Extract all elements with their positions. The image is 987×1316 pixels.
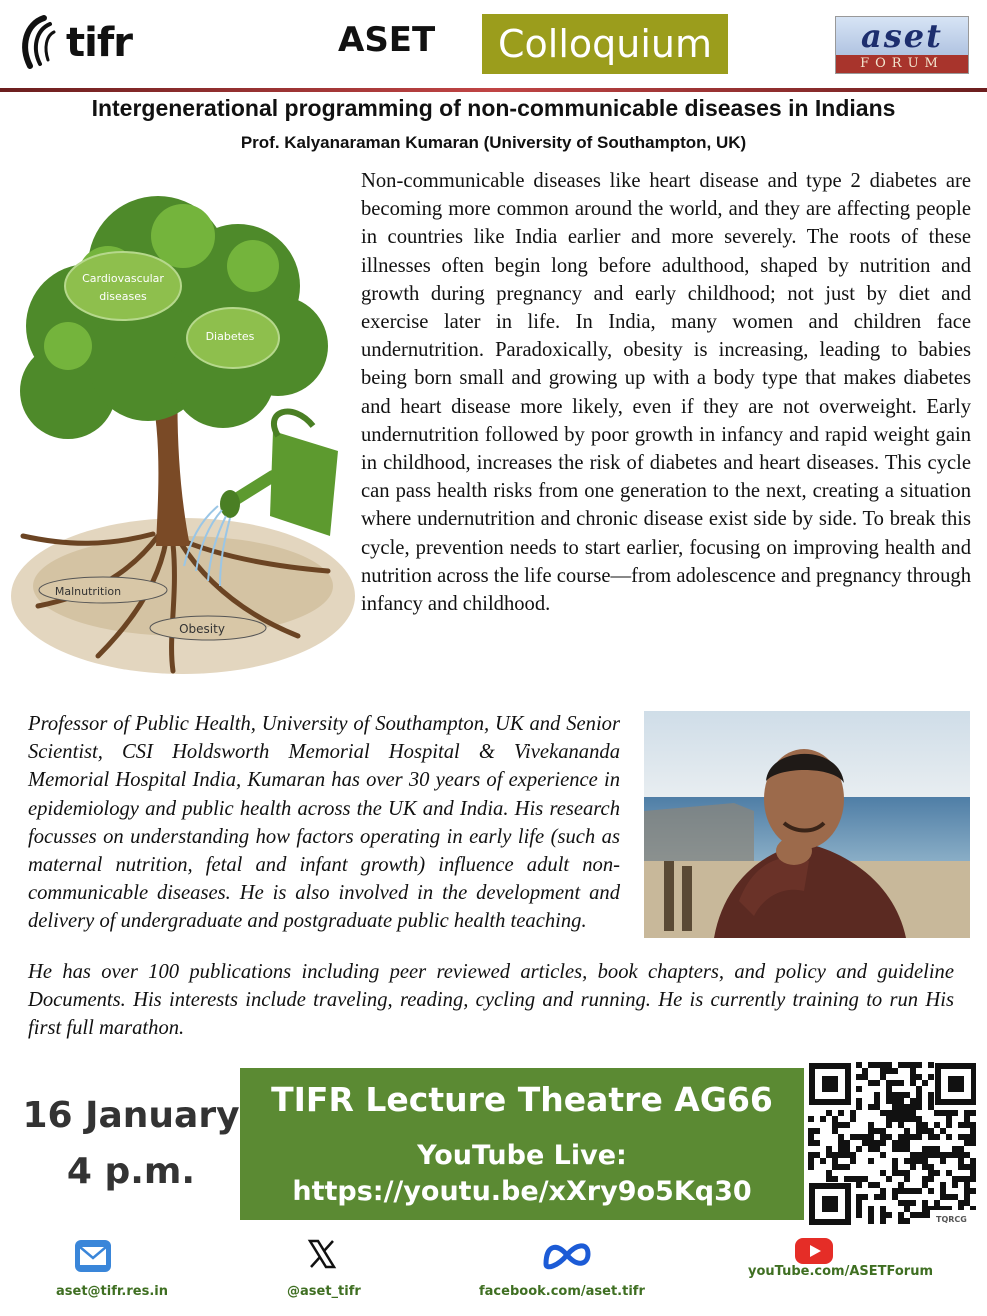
tifr-swirl-icon xyxy=(14,12,74,76)
footer-facebook[interactable]: facebook.com/aset.tifr xyxy=(479,1284,645,1299)
diabetes-label: Diabetes xyxy=(205,330,255,343)
x-icon[interactable] xyxy=(306,1238,338,1274)
aset-forum-logo-bottom: FORUM xyxy=(836,55,968,73)
obesity-label: Obesity xyxy=(179,622,225,636)
header-divider xyxy=(0,88,987,92)
footer-youtube[interactable]: youTube.com/ASETForum xyxy=(748,1264,934,1279)
speaker-bio-continued: He has over 100 publications including peer reviewed articles, book chapters, and policy and guideline Documents. His interests include traveling, reading, cycling and running. He is currently training to run His first full marathon. xyxy=(28,961,954,1040)
tree-illustration xyxy=(8,176,356,676)
footer-email[interactable]: aset@tifr.res.in xyxy=(56,1284,168,1299)
speaker-photo xyxy=(644,711,970,938)
qr-badge: TQRCG xyxy=(936,1215,967,1224)
cardiovascular-label: Cardiovascular xyxy=(82,272,164,285)
footer-x-handle[interactable]: @aset_tifr xyxy=(287,1284,361,1299)
qr-code[interactable] xyxy=(806,1060,976,1228)
event-datetime xyxy=(18,1088,244,1200)
mail-icon[interactable] xyxy=(74,1238,112,1278)
aset-forum-logo-top: aset xyxy=(861,17,943,55)
aset-label: ASET xyxy=(338,20,436,60)
tifr-logo xyxy=(14,12,154,76)
cardiovascular-label-line2: diseases xyxy=(99,290,147,303)
event-time: 4 p.m. xyxy=(66,1151,196,1192)
tifr-logo-text: tifr xyxy=(66,20,132,66)
talk-title: Intergenerational programming of non-communicable diseases in Indians xyxy=(91,95,896,121)
event-date: 16 January xyxy=(22,1095,240,1136)
youtube-live-link[interactable]: https://youtu.be/xXry9o5Kq30 xyxy=(292,1176,752,1207)
venue-panel xyxy=(240,1068,804,1220)
venue-name: TIFR Lecture Theatre AG66 xyxy=(271,1080,773,1119)
meta-icon[interactable] xyxy=(542,1240,592,1274)
aset-forum-logo xyxy=(835,16,969,74)
speaker-bio: Professor of Public Health, University of Southampton, UK and Senior Scientist, CSI Holdsworth Memorial Hospital & Vivekananda Memorial Hospital India, Kumaran has over 30 years of experience in epidemiology and public health across the UK and India. His research focusses on understanding how factors operating in early life (such as maternal nutrition, fetal and infant growth) influence adult non-communicable diseases. He is also involved in the development and delivery of undergraduate and postgraduate public health teaching. xyxy=(28,713,620,933)
speaker-name: Prof. Kalyanaraman Kumaran (University of Southampton, UK) xyxy=(240,133,747,152)
abstract-text: Non-communicable diseases like heart disease and type 2 diabetes are becoming more common around the world, and they are affecting people in countries like India earlier and more severely. The roots of these illnesses often begin long before adulthood, shaped by nutrition and growth during pregnancy and early childhood; not just by diet and exercise later in life. In India, many women and children face undernutrition. Paradoxically, obesity is increasing, leading to babies being born small and growing up with a body type that makes diabetes and heart disease more likely, even if they are not overweight. Early undernutrition followed by poor growth in infancy and rapid weight gain in childhood, increases the risk of diabetes and heart diseases. This cycle can pass health risks from one generation to the next, creating a situation where undernutrition and chronic disease exist side by side. To break this cycle, prevention needs to start earlier, focusing on improving health and nutrition across the life course—from adolescence and pregnancy through infancy and childhood. xyxy=(361,170,971,616)
watering-can-icon xyxy=(220,412,338,536)
malnutrition-label: Malnutrition xyxy=(54,585,122,598)
colloquium-banner: Colloquium xyxy=(482,14,728,74)
youtube-live-label: YouTube Live: xyxy=(417,1140,627,1171)
